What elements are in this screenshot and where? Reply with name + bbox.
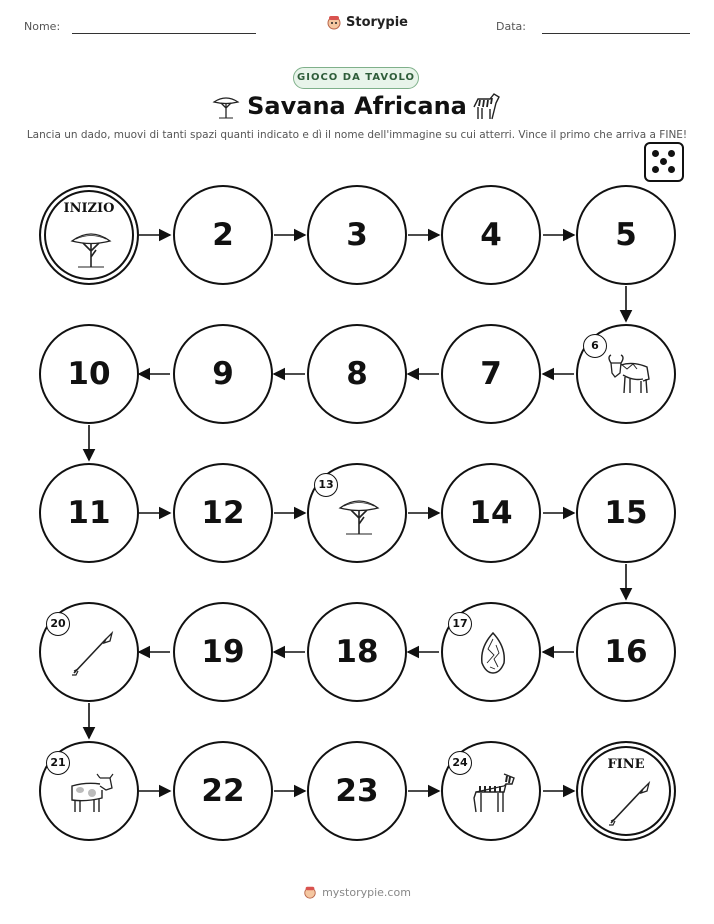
storypie-mascot-icon [303, 885, 317, 899]
cell-number: 18 [335, 634, 379, 670]
footer [0, 885, 714, 899]
cell-number: 4 [480, 217, 502, 253]
spear-icon [66, 629, 116, 679]
cell-number: 12 [201, 495, 245, 531]
board-cell [307, 185, 407, 285]
board-cell [441, 602, 541, 702]
cell-number: 22 [201, 773, 245, 809]
cell-number: 14 [469, 495, 513, 531]
board-cell [576, 463, 676, 563]
acacia-tree-icon [334, 490, 384, 540]
board-cell [39, 463, 139, 563]
instructions: Lancia un dado, muovi di tanti spazi quanti indicato e dì il nome dell'immagine su cui atterri. Vince il primo che arriva a FINE! [26, 129, 688, 141]
cell-number: 2 [212, 217, 234, 253]
board-cell [173, 463, 273, 563]
board-cell [39, 741, 139, 841]
board-cell [307, 741, 407, 841]
cow-icon [66, 768, 116, 818]
stone-arrowhead-icon [468, 629, 518, 679]
end-label: FINE [607, 757, 645, 772]
board-cell [173, 324, 273, 424]
cell-number: 7 [480, 356, 502, 392]
page-title: Savana Africana [247, 92, 467, 120]
cell-number: 10 [67, 356, 111, 392]
board-cell [441, 463, 541, 563]
board-cell [576, 185, 676, 285]
board-cell [307, 602, 407, 702]
cell-number: 3 [346, 217, 368, 253]
spear-icon [603, 779, 653, 829]
cell-number: 5 [615, 217, 637, 253]
board-cell [39, 602, 139, 702]
cell-number: 19 [201, 634, 245, 670]
cell-number-badge: 20 [46, 612, 70, 636]
cell-number: 23 [335, 773, 379, 809]
board-cell [173, 185, 273, 285]
cell-number-badge: 13 [314, 473, 338, 497]
cell-number: 16 [604, 634, 648, 670]
board-cell [576, 324, 676, 424]
name-label: Nome: [24, 20, 61, 33]
board-cell [39, 324, 139, 424]
board-cell [173, 602, 273, 702]
acacia-tree-icon [66, 223, 116, 273]
board-cell [576, 602, 676, 702]
end-cell [576, 741, 676, 841]
cell-number-badge: 24 [448, 751, 472, 775]
footer-site: mystorypie.com [322, 885, 411, 899]
board-cell [441, 741, 541, 841]
cell-number-badge: 17 [448, 612, 472, 636]
board-cell [173, 741, 273, 841]
date-label: Data: [496, 20, 526, 33]
start-label: INIZIO [63, 201, 115, 216]
board-cell [441, 185, 541, 285]
cell-number: 15 [604, 495, 648, 531]
category-badge: GIOCO DA TAVOLO [293, 67, 419, 89]
cell-number-badge: 6 [583, 334, 607, 358]
board-cell [441, 324, 541, 424]
cell-number: 9 [212, 356, 234, 392]
start-cell [39, 185, 139, 285]
cell-number-badge: 21 [46, 751, 70, 775]
board-cell [307, 463, 407, 563]
cell-number: 11 [67, 495, 111, 531]
brand-name: Storypie [346, 14, 408, 30]
wildebeest-icon [603, 351, 653, 401]
board-cell [307, 324, 407, 424]
cell-number: 8 [346, 356, 368, 392]
zebra-icon [468, 768, 518, 818]
